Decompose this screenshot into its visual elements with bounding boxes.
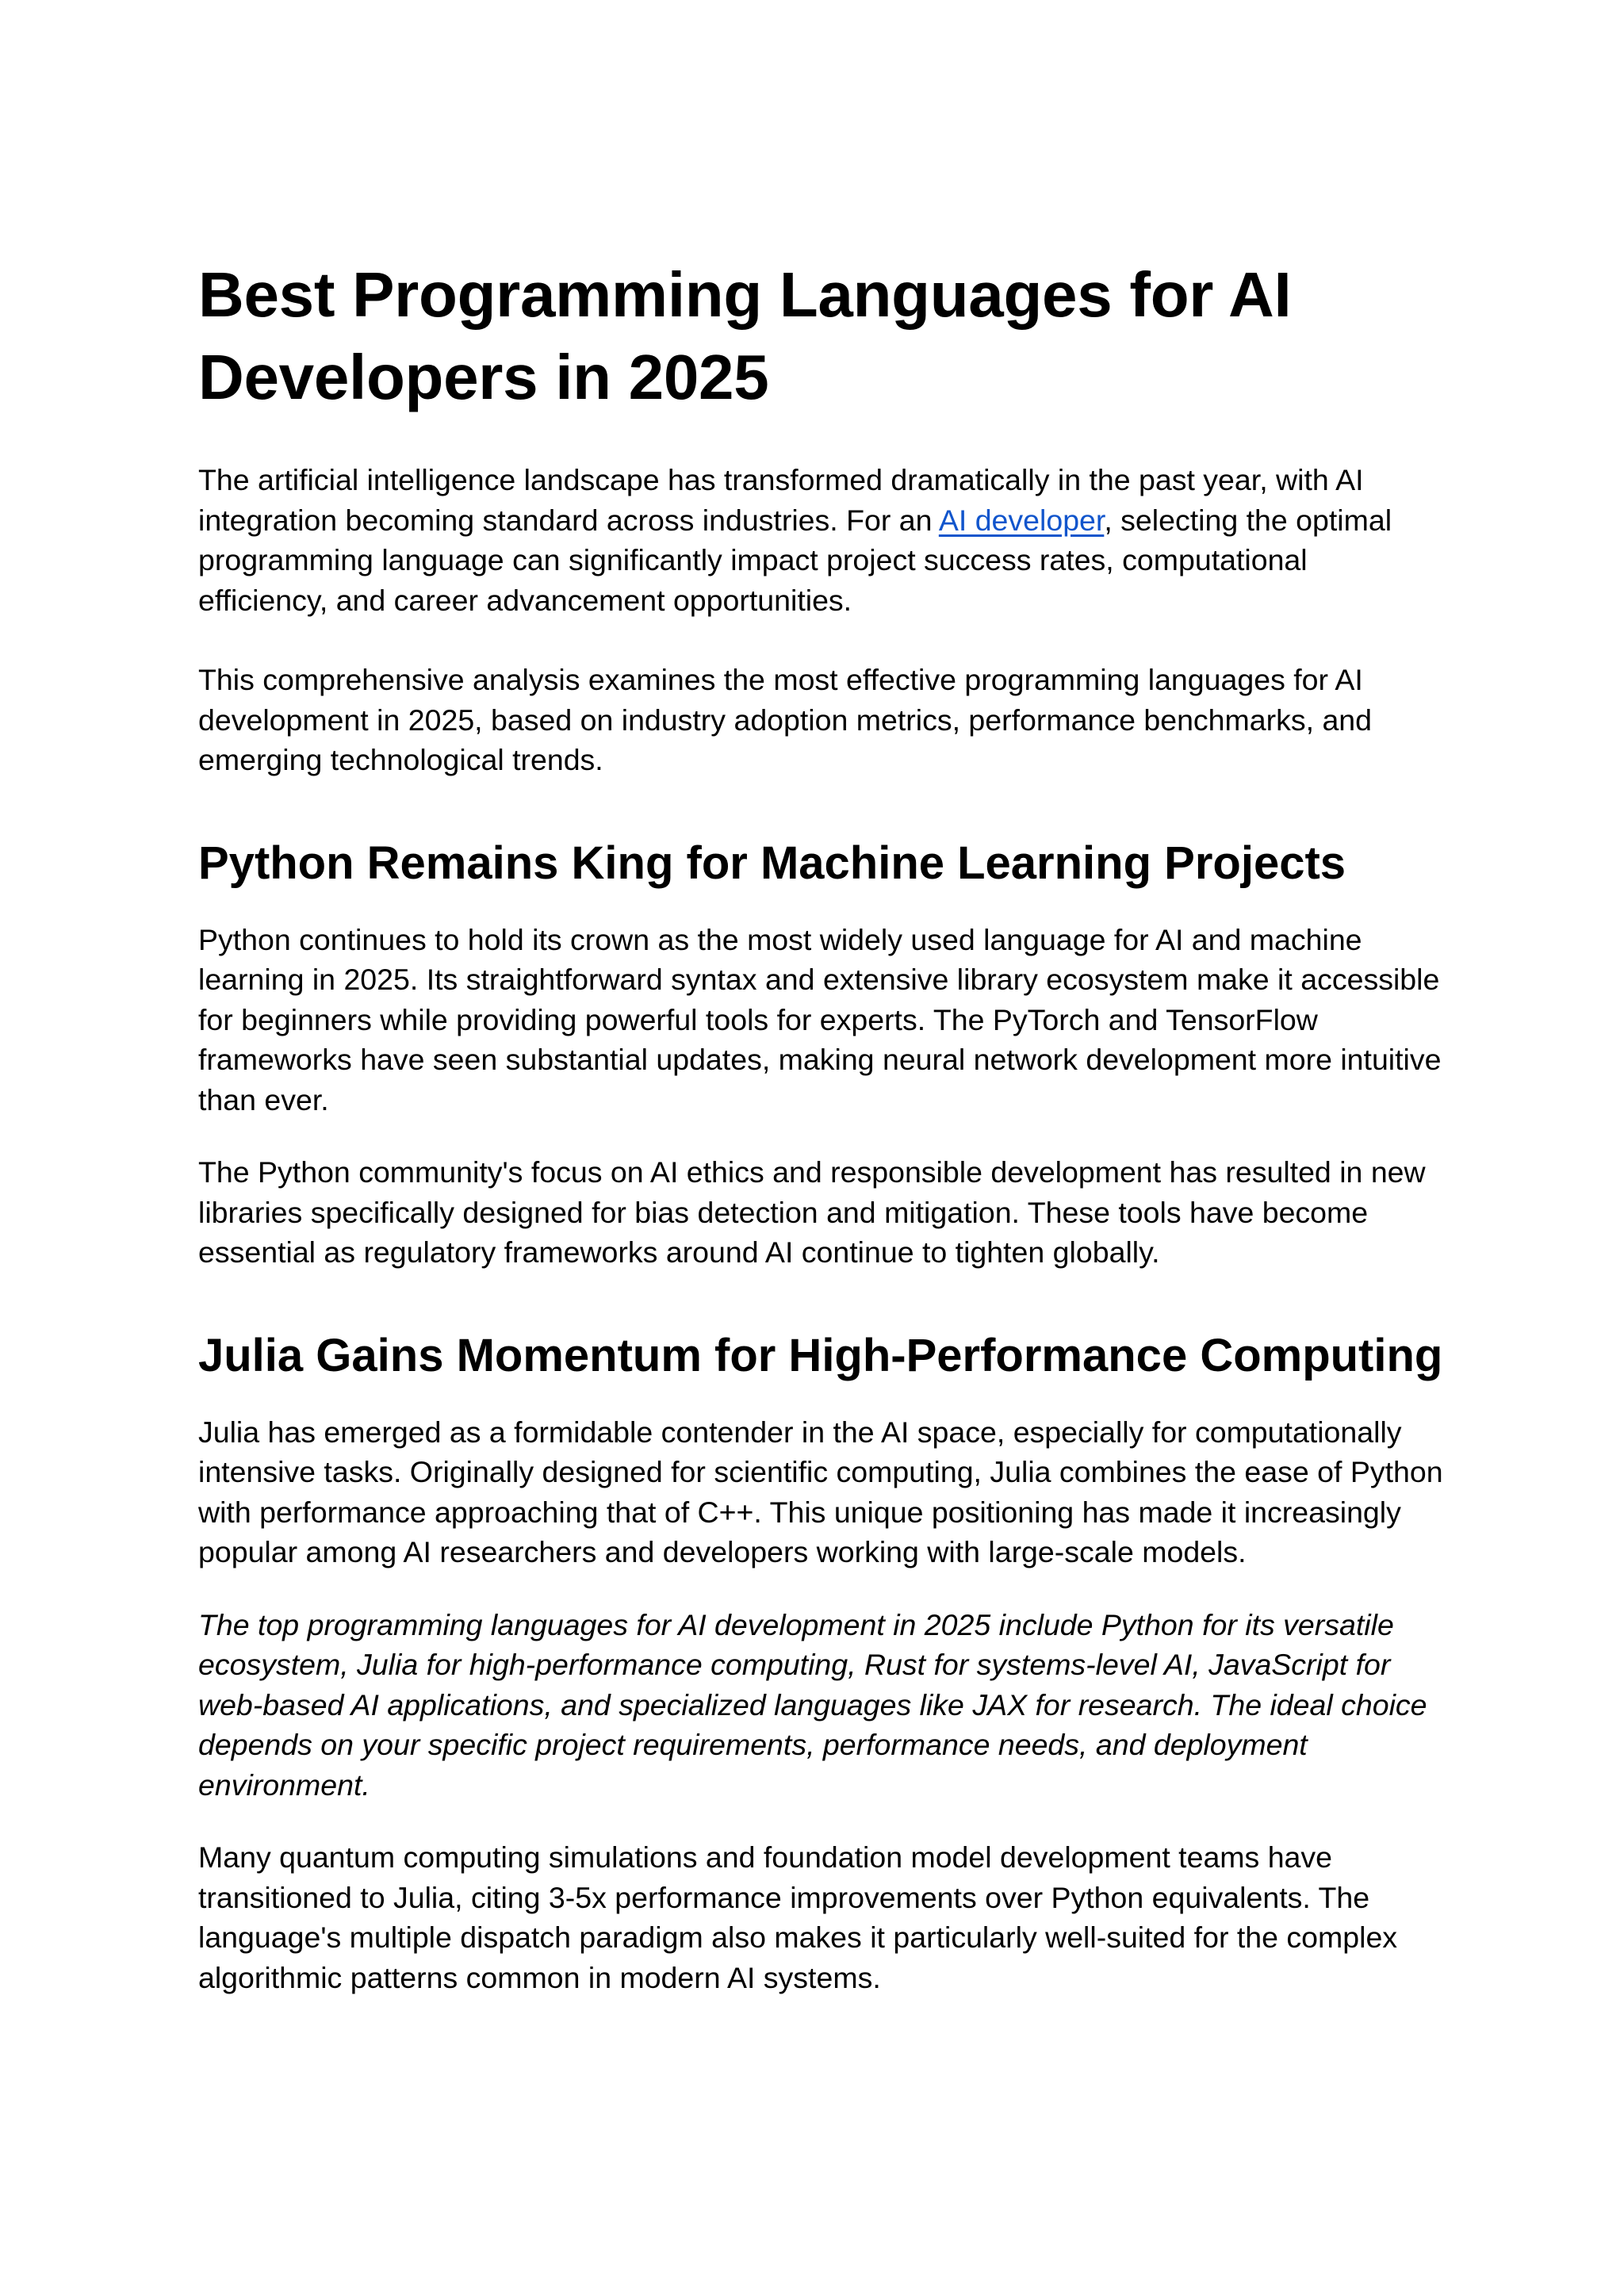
section-heading-julia: Julia Gains Momentum for High-Performance Computing xyxy=(198,1329,1443,1381)
page-title: Best Programming Languages for AI Developers in 2025 xyxy=(198,259,1292,412)
intro-paragraph-1 xyxy=(198,460,1443,620)
document-page xyxy=(198,254,1443,2030)
julia-summary-italic: The top programming languages for AI development in 2025 include Python for its versatile ecosystem, Julia for high-performance computing, Rust for systems-level AI, JavaScript for web-based AI applications, and specialized languages like JAX for research. The ideal choice depends on your specific project requirements, performance needs, and deployment environment. xyxy=(198,1607,1427,1802)
intro-text-before-link: The artificial intelligence landscape has transformed dramatically in the past year, with AI integration becoming standard across industries. For an xyxy=(198,463,1364,537)
ai-developer-link[interactable]: AI developer xyxy=(938,503,1105,537)
python-paragraph-2: The Python community's focus on AI ethics and responsible development has resulted in new libraries specifically designed for bias detection and mitigation. These tools have become essential as regulatory frameworks around AI continue to tighten globally. xyxy=(198,1155,1426,1269)
julia-paragraph-1: Julia has emerged as a formidable contender in the AI space, especially for computationally intensive tasks. Originally designed for scientific computing, Julia combines the ease of Python with performance approaching that of C++. This unique positioning has made it increasingly popular among AI researchers and developers working with large-scale models. xyxy=(198,1415,1443,1568)
intro-text-after-link: , selecting the optimal programming language can significantly impact project success rates, computational efficiency, and career advancement opportunities. xyxy=(198,503,1392,617)
intro-paragraph-2: This comprehensive analysis examines the most effective programming languages for AI development in 2025, based on industry adoption metrics, performance benchmarks, and emerging technological trends. xyxy=(198,663,1373,776)
julia-paragraph-3: Many quantum computing simulations and foundation model development teams have transitioned to Julia, citing 3-5x performance improvements over Python equivalents. The language's multiple dispatch paradigm also makes it particularly well-suited for the complex algorithmic patterns common in modern AI systems. xyxy=(198,1840,1398,1994)
section-heading-python: Python Remains King for Machine Learning Projects xyxy=(198,837,1346,889)
python-paragraph-1: Python continues to hold its crown as the most widely used language for AI and machine learning in 2025. Its straightforward syntax and extensive library ecosystem make it accessible for beginners while providing powerful tools for experts. The PyTorch and TensorFlow frameworks have seen substantial updates, making neural network development more intuitive than ever. xyxy=(198,922,1442,1116)
